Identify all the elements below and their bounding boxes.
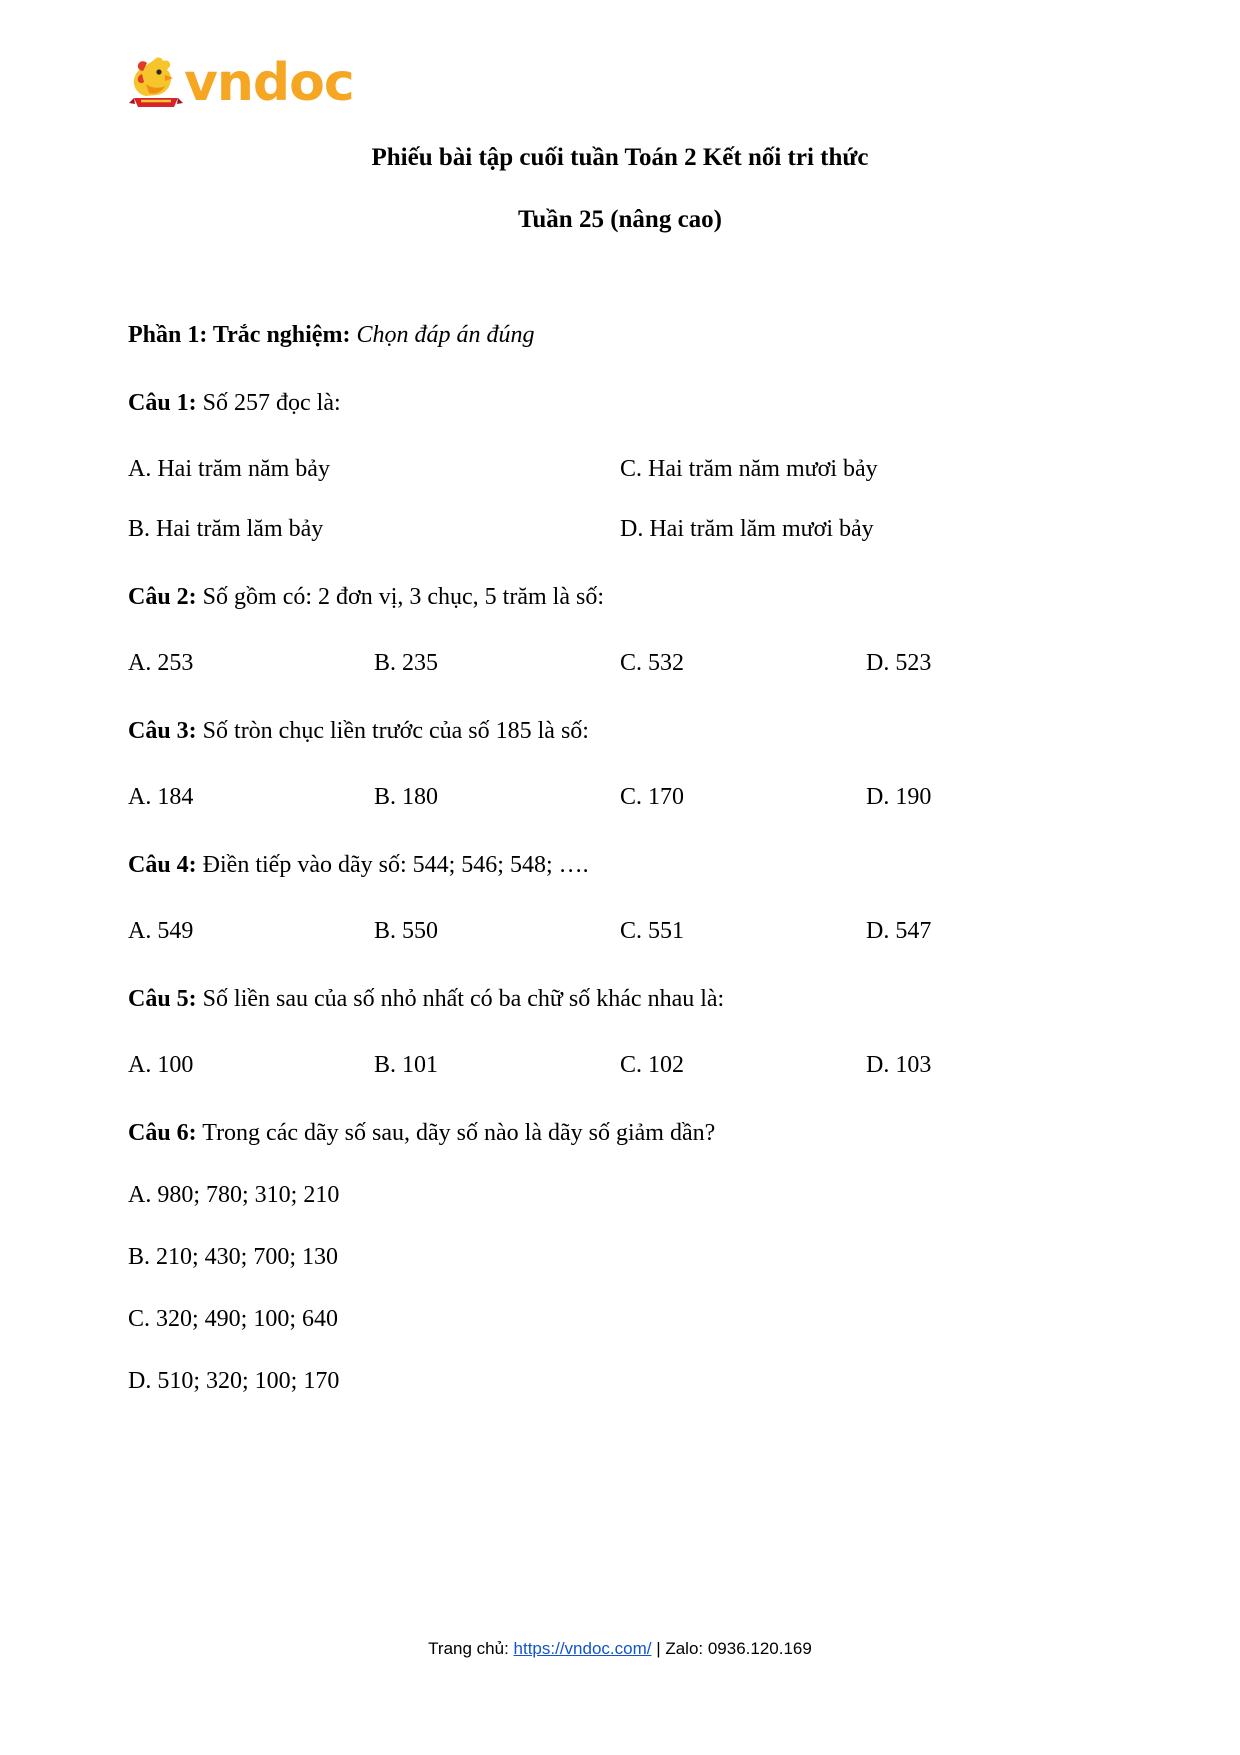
page-subtitle: Tuần 25 (nâng cao): [518, 206, 722, 234]
chicken-mascot-icon: [128, 54, 184, 112]
vndoc-logo: [128, 52, 354, 114]
question-2: [128, 547, 1112, 615]
question-6-label: Câu 6:: [128, 1119, 197, 1146]
footer-prefix: Trang chủ:: [428, 1639, 514, 1658]
page-title: Phiếu bài tập cuối tuần Toán 2 Kết nối tri thức: [371, 144, 869, 171]
option-6-A[interactable]: A. 980; 780; 310; 210: [128, 1181, 340, 1208]
question-1: [128, 353, 1112, 421]
option-2-B[interactable]: B. 235: [374, 649, 439, 676]
question-1-text: Số 257 đọc là:: [202, 389, 341, 416]
question-2-label: Câu 2:: [128, 583, 197, 610]
question-6-options: [128, 1151, 1112, 1399]
option-1-D[interactable]: D. Hai trăm lăm mươi bảy: [620, 515, 874, 542]
option-6-B[interactable]: B. 210; 430; 700; 130: [128, 1243, 339, 1270]
question-4: [128, 815, 1112, 883]
question-4-text: Điền tiếp vào dãy số: 544; 546; 548; ….: [202, 851, 589, 878]
question-5-options: [128, 1017, 1112, 1083]
option-3-D[interactable]: D. 190: [866, 783, 932, 810]
option-4-C[interactable]: C. 551: [620, 917, 685, 944]
question-4-options: [128, 883, 1112, 949]
question-6-text: Trong các dãy số sau, dãy số nào là dãy số giảm dần?: [202, 1119, 716, 1146]
option-1-A[interactable]: A. Hai trăm năm bảy: [128, 455, 330, 482]
question-2-text: Số gồm có: 2 đơn vị, 3 chục, 5 trăm là số:: [202, 583, 604, 610]
option-1-C[interactable]: C. Hai trăm năm mươi bảy: [620, 455, 878, 482]
logo-wordmark: vndoc: [184, 53, 354, 113]
page-footer: [0, 1639, 1240, 1659]
section-label: Phần 1: Trắc nghiệm:: [128, 321, 351, 348]
section-instruction: Chọn đáp án đúng: [356, 321, 535, 348]
option-3-B[interactable]: B. 180: [374, 783, 439, 810]
option-2-C[interactable]: C. 532: [620, 649, 685, 676]
option-5-B[interactable]: B. 101: [374, 1051, 439, 1078]
question-1-options-row-2: [128, 487, 1112, 547]
option-3-A[interactable]: A. 184: [128, 783, 194, 810]
question-3-options: [128, 749, 1112, 815]
question-3-text: Số tròn chục liền trước của số 185 là số:: [202, 717, 589, 744]
section-heading: [128, 239, 1112, 353]
question-3-label: Câu 3:: [128, 717, 197, 744]
option-5-D[interactable]: D. 103: [866, 1051, 932, 1078]
footer-website-link[interactable]: https://vndoc.com/: [513, 1639, 652, 1658]
option-2-A[interactable]: A. 253: [128, 649, 194, 676]
footer-suffix: | Zalo: 0936.120.169: [651, 1639, 812, 1658]
option-6-C[interactable]: C. 320; 490; 100; 640: [128, 1305, 339, 1332]
option-4-D[interactable]: D. 547: [866, 917, 932, 944]
option-1-B[interactable]: B. Hai trăm lăm bảy: [128, 515, 324, 542]
question-3: [128, 681, 1112, 749]
question-4-label: Câu 4:: [128, 851, 197, 878]
option-4-A[interactable]: A. 549: [128, 917, 194, 944]
option-4-B[interactable]: B. 550: [374, 917, 439, 944]
question-2-options: [128, 615, 1112, 681]
option-6-D[interactable]: D. 510; 320; 100; 170: [128, 1367, 340, 1394]
option-5-A[interactable]: A. 100: [128, 1051, 194, 1078]
question-5: [128, 949, 1112, 1017]
question-6: [128, 1083, 1112, 1151]
question-1-label: Câu 1:: [128, 389, 197, 416]
option-5-C[interactable]: C. 102: [620, 1051, 685, 1078]
option-3-C[interactable]: C. 170: [620, 783, 685, 810]
option-2-D[interactable]: D. 523: [866, 649, 932, 676]
question-5-text: Số liền sau của số nhỏ nhất có ba chữ số khác nhau là:: [202, 985, 725, 1012]
question-1-options-row-1: [128, 421, 1112, 487]
question-5-label: Câu 5:: [128, 985, 197, 1012]
